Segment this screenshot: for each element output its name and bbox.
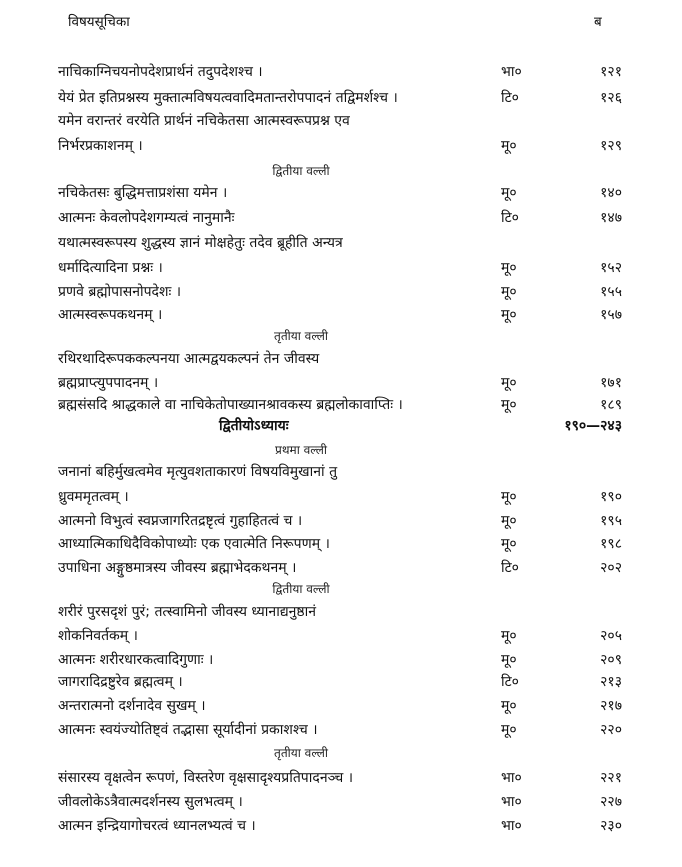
toc-entry-mark: टि० <box>501 674 519 690</box>
chapter-page-range: १९०—२४३ <box>564 418 622 434</box>
toc-entry-text: येयं प्रेत इतिप्रश्नस्य मुक्तात्मविषयत्ववादिमतान्तरोपपादनं तद्विमर्शश्च । <box>58 90 398 106</box>
toc-entry-page: १४० <box>600 185 622 201</box>
toc-entry <box>0 462 682 485</box>
toc-entry-text: यथात्मस्वरूपस्य शुद्धस्य ज्ञानं मोक्षहेतुः तदेव ब्रूहीति अन्यत्र <box>58 235 343 251</box>
toc-entry <box>0 208 682 231</box>
toc-entry-page: २२० <box>600 722 622 738</box>
toc-entry <box>0 720 682 743</box>
toc-entry-mark: टि० <box>501 210 519 226</box>
toc-entry-text: रथिरथादिरूपककल्पनया आत्मद्वयकल्पनं तेन जीवस्य <box>58 351 320 367</box>
toc-entry-text: धर्मादित्यादिना प्रश्नः । <box>58 260 163 276</box>
toc-entry <box>0 88 682 111</box>
toc-entry <box>0 602 682 625</box>
toc-entry <box>0 626 682 649</box>
toc-entry <box>0 534 682 557</box>
toc-entry-mark: भा० <box>501 794 522 810</box>
toc-entry-page: २१७ <box>600 698 622 714</box>
toc-entry-text: ब्रह्मप्राप्त्युपपादनम् । <box>58 375 159 391</box>
toc-entry-page: २१३ <box>600 674 622 690</box>
toc-entry-text: आत्मनः शरीरधारकत्वादिगुणाः । <box>58 652 214 668</box>
toc-entry-text: नाचिकाग्निचयनोपदेशप्रार्थनं तदुपदेशश्च । <box>58 64 263 80</box>
toc-entry-page: २२१ <box>600 770 622 786</box>
toc-entry <box>0 349 682 372</box>
toc-entry-page: १४७ <box>600 210 622 226</box>
toc-entry-text: शोकनिवर्तकम् । <box>58 628 138 644</box>
toc-entry <box>0 373 682 396</box>
toc-entry-text: निर्भरप्रकाशनम् । <box>58 138 143 154</box>
toc-entry-page: १२१ <box>600 64 622 80</box>
toc-entry-mark: मू० <box>501 375 517 391</box>
toc-entry <box>0 672 682 695</box>
toc-entry-page: १५५ <box>600 284 622 300</box>
toc-entry <box>0 558 682 581</box>
toc-entry-mark: मू० <box>501 284 517 300</box>
toc-entry-page: १७१ <box>600 375 622 391</box>
toc-entry-page: १५२ <box>600 260 622 276</box>
toc-entry-text: यमेन वरान्तरं वरयेति प्रार्थनं नचिकेतसा आत्मस्वरूपप्रश्न एव <box>58 113 350 129</box>
toc-entry-text: ब्रह्मसंसदि श्राद्धकाले वा नाचिकेतोपाख्यानश्रावकस्य ब्रह्मलोकावाप्तिः । <box>58 397 403 413</box>
toc-entry-page: २०५ <box>600 628 622 644</box>
toc-entry-page: १९५ <box>600 513 622 529</box>
toc-entry <box>0 111 682 134</box>
toc-entry-page: २०२ <box>600 560 622 576</box>
toc-entry-text: आत्मस्वरूपकथनम् । <box>58 307 163 323</box>
toc-entry-mark: मू० <box>501 722 517 738</box>
toc-entry <box>0 395 682 418</box>
page-header-title: विषयसूचिका <box>68 14 130 30</box>
toc-entry-mark: मू० <box>501 138 517 154</box>
toc-entry-page: १२९ <box>600 138 622 154</box>
toc-entry-text: अन्तरात्मनो दर्शनादेव सुखम् । <box>58 698 206 714</box>
toc-entry-mark: टि० <box>501 560 519 576</box>
toc-entry-text: आत्मनः केवलोपदेशगम्यत्वं नानुमानैः <box>58 210 235 226</box>
section-heading: तृतीया वल्ली <box>274 746 328 760</box>
toc-entry-text: प्रणवे ब्रह्मोपासनोपदेशः । <box>58 284 182 300</box>
toc-entry <box>0 650 682 673</box>
toc-entry-text: आत्मनो विभुत्वं स्वप्नजागरितद्रष्टृत्वं गुहाहितत्वं च । <box>58 513 303 529</box>
toc-entry-text: उपाधिना अङ्गुष्ठमात्रस्य जीवस्य ब्रह्माभेदकथनम् । <box>58 560 297 576</box>
toc-entry-mark: मू० <box>501 307 517 323</box>
toc-entry-page: १२६ <box>600 90 622 106</box>
toc-entry-text: ध्रुवममृतत्वम् । <box>58 489 129 505</box>
toc-entry-page: १९० <box>600 489 622 505</box>
toc-entry <box>0 305 682 328</box>
toc-entry-page: १५७ <box>600 307 622 323</box>
toc-entry-text: आध्यात्मिकाधिदैविकोपाध्योः एक एवात्मेति निरूपणम् । <box>58 536 330 552</box>
toc-entry-text: संसारस्य वृक्षत्वेन रूपणं, विस्तरेण वृक्षसादृश्यप्रतिपादनञ्च । <box>58 770 354 786</box>
toc-entry <box>0 816 682 839</box>
toc-entry-mark: मू० <box>501 185 517 201</box>
section-heading: तृतीया वल्ली <box>274 329 328 343</box>
toc-entry <box>0 696 682 719</box>
toc-entry <box>0 768 682 791</box>
toc-entry-page: २०९ <box>600 652 622 668</box>
toc-entry <box>0 487 682 510</box>
toc-entry-text: नचिकेतसः बुद्धिमत्ताप्रशंसा यमेन । <box>58 185 228 201</box>
section-heading: द्वितीया वल्ली <box>272 164 330 178</box>
toc-entry-page: १८९ <box>600 397 622 413</box>
toc-entry-mark: मू० <box>501 489 517 505</box>
toc-entry-mark: भा० <box>501 64 522 80</box>
toc-entry-text: आत्मन इन्द्रियागोचरत्वं ध्यानलभ्यत्वं च । <box>58 818 256 834</box>
toc-entry-page: २३० <box>600 818 622 834</box>
toc-entry-mark: मू० <box>501 652 517 668</box>
toc-entry-mark: मू० <box>501 260 517 276</box>
toc-entry <box>0 62 682 85</box>
section-heading: प्रथमा वल्ली <box>275 443 327 457</box>
toc-entry-mark: मू० <box>501 698 517 714</box>
toc-entry-text: जागरादिद्रष्टुरेव ब्रह्मत्वम् । <box>58 674 183 690</box>
toc-entry <box>0 136 682 159</box>
toc-entry <box>0 282 682 305</box>
toc-entry-mark: भा० <box>501 770 522 786</box>
chapter-heading <box>0 416 682 439</box>
toc-entry <box>0 792 682 815</box>
chapter-title: द्वितीयोऽध्यायः <box>219 418 289 434</box>
toc-entry-text: जनानां बहिर्मुखत्वमेव मृत्युवशताकारणं विषयविमुखानां तु <box>58 464 338 480</box>
section-heading: द्वितीया वल्ली <box>272 582 330 596</box>
toc-entry <box>0 233 682 256</box>
toc-entry-mark: मू० <box>501 513 517 529</box>
toc-entry <box>0 183 682 206</box>
toc-entry-text: शरीरं पुरसदृशं पुरं; तत्स्वामिनो जीवस्य ध्यानाद्यनुष्ठानं <box>58 604 317 620</box>
page-header-marker: ब <box>594 14 602 30</box>
toc-entry-text: आत्मनः स्वयंज्योतिष्ट्वं तद्भासा सूर्यादीनां प्रकाशश्च । <box>58 722 318 738</box>
toc-entry-mark: मू० <box>501 628 517 644</box>
toc-entry-mark: मू० <box>501 536 517 552</box>
toc-entry-page: २२७ <box>600 794 622 810</box>
toc-entry-mark: भा० <box>501 818 522 834</box>
toc-entry <box>0 258 682 281</box>
toc-entry-text: जीवलोकेऽत्रैवात्मदर्शनस्य सुलभत्वम् । <box>58 794 243 810</box>
toc-entry-page: १९८ <box>600 536 622 552</box>
toc-entry-mark: टि० <box>501 90 519 106</box>
toc-entry-mark: मू० <box>501 397 517 413</box>
toc-entry <box>0 511 682 534</box>
